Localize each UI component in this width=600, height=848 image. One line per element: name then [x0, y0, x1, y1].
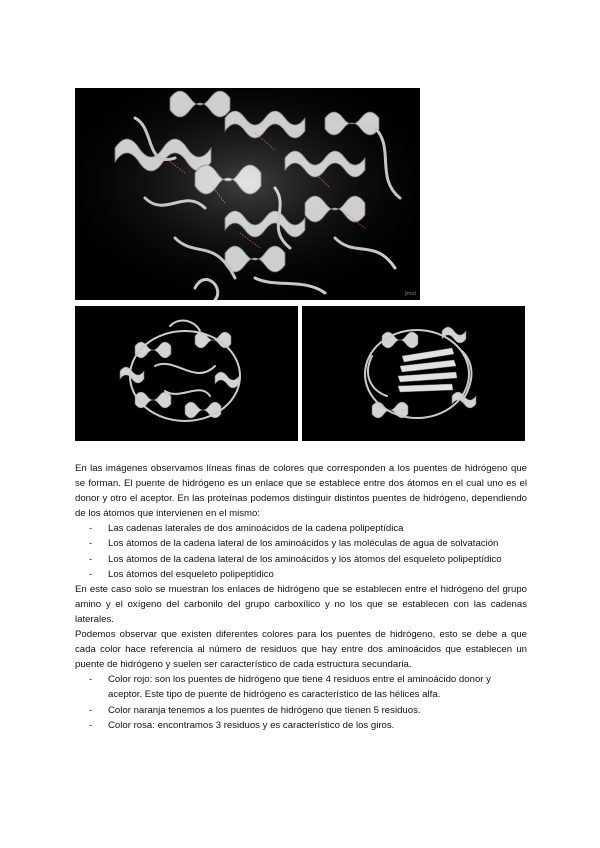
hydrogen-bond-colors-list [75, 672, 527, 732]
jmol-watermark: Jmol [405, 291, 416, 297]
list-item: - Los átomos de la cadena lateral de los aminoácidos y las moléculas de agua de solvatación [75, 536, 527, 551]
protein-ribbon-illustration [75, 88, 420, 300]
paragraph-intro: En las imágenes observamos líneas finas de colores que corresponden a los puentes de hidrógeno que se forman. El puente de hidrógeno es un enlace que se establece entre dos átomos en el cual uno es el donor y otro el aceptor. En las proteínas podemos distinguir distintos puentes de hidrógeno, dependiendo de los átomos que intervienen en el mismo: [75, 463, 527, 520]
protein-image-left [75, 306, 298, 441]
protein-image-main [75, 88, 420, 300]
protein-ribbon-illustration-right [302, 306, 525, 441]
protein-image-right [302, 306, 525, 441]
list-item: - Las cadenas laterales de dos aminoácidos de la cadena polipeptídica [75, 521, 527, 536]
hydrogen-bond-types-list [75, 521, 527, 581]
list-item: - Color rosa: encontramos 3 residuos y es característico de los giros. [75, 718, 527, 733]
list-item: - Los átomos de la cadena lateral de los aminoácidos y los átomos del esqueleto polipeptídico [75, 552, 527, 567]
protein-ribbon-illustration-left [75, 306, 298, 441]
paragraph-colors-intro: Podemos observar que existen diferentes colores para los puentes de hidrógeno, esto se debe a que cada color hace referencia al número de residuos que hay entre dos aminoácidos que establecen un puente de hidrógeno y suelen ser característico de cada estructura secundaria. [75, 629, 527, 671]
list-item: - Color naranja tenemos a los puentes de hidrógeno que tienen 5 residuos. [75, 703, 527, 718]
document-body [75, 461, 527, 733]
paragraph-case: En este caso solo se muestran los enlaces de hidrógeno que se establecen entre el hidrógeno del grupo amino y el oxígeno del carbonilo del grupo carboxílico y no los que se establecen con las cadenas laterales. [75, 583, 527, 625]
list-item: - Color rojo: son los puentes de hidrógeno que tiene 4 residuos entre el aminoácido donor y aceptor. Este tipo de puente de hidrógeno es característico de las hélices alfa. [75, 672, 527, 702]
list-item: - Los átomos del esqueleto polipeptídico [75, 567, 527, 582]
